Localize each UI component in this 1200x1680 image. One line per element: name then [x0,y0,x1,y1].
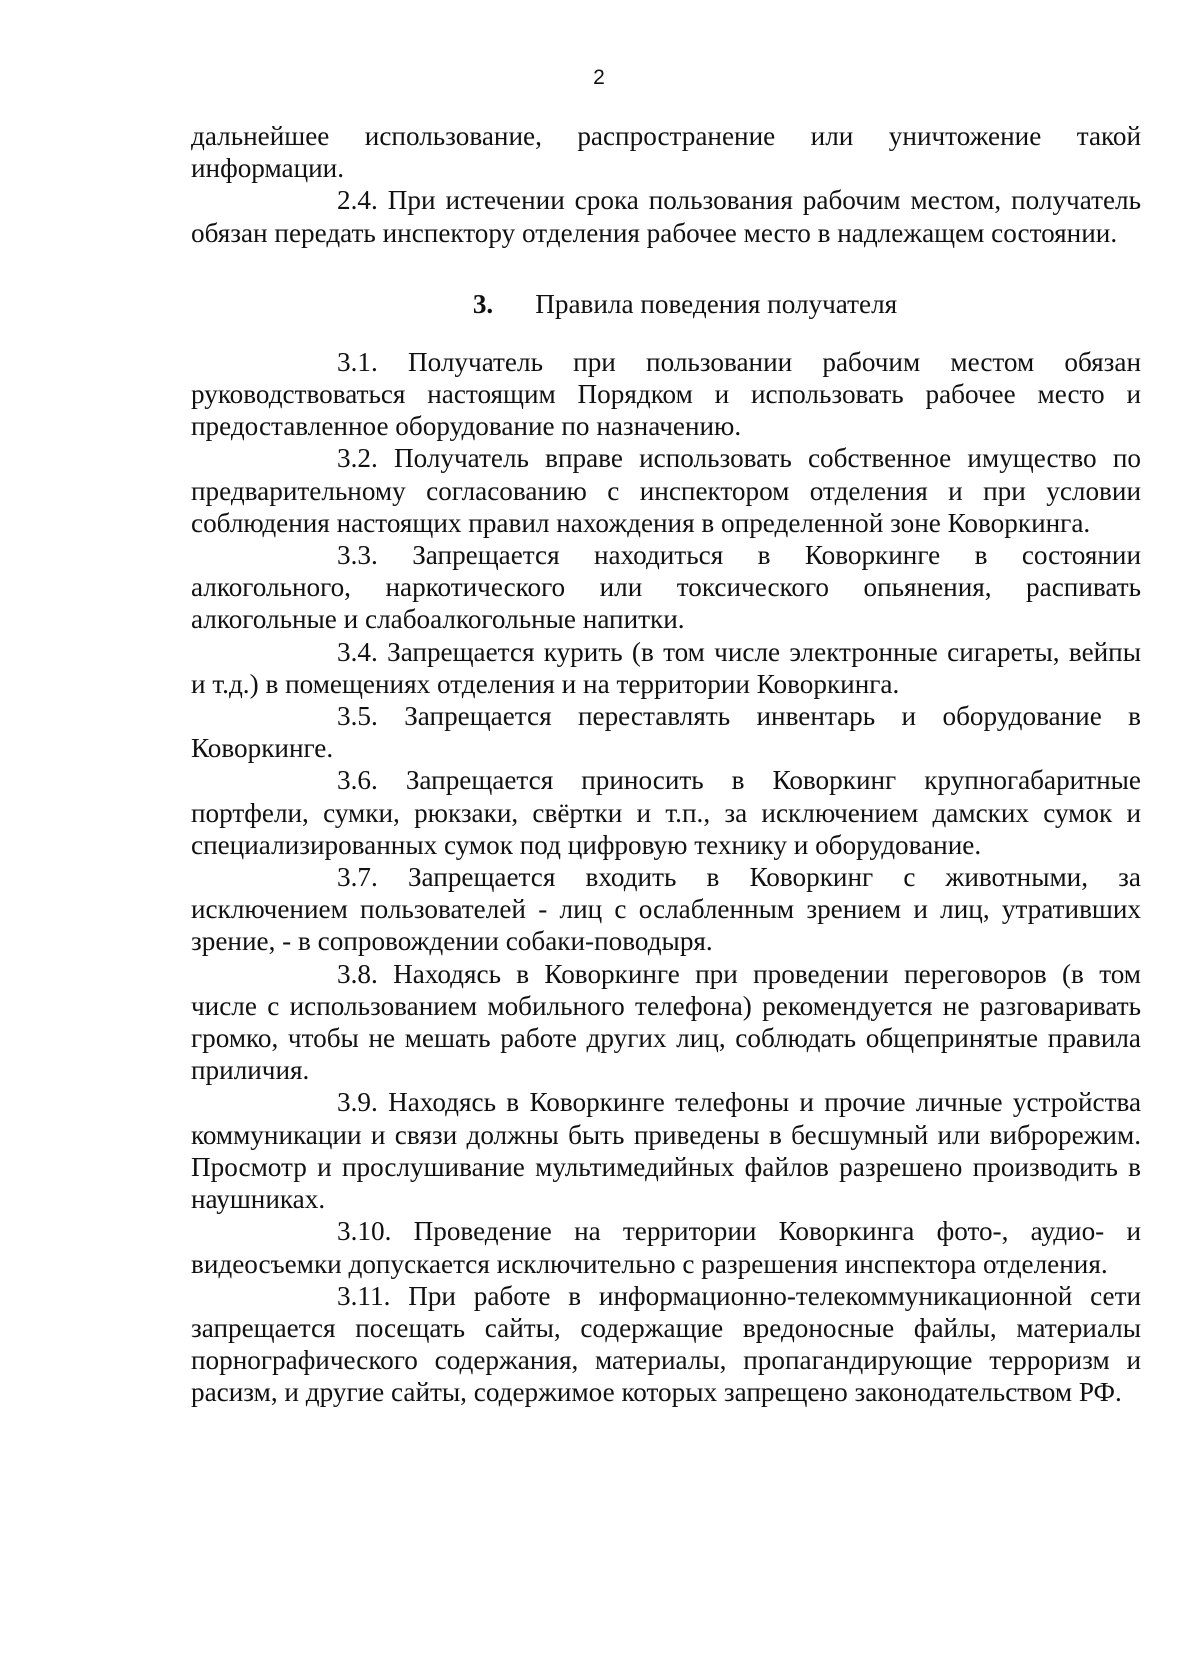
document-body [191,120,1141,1409]
clause-3-2 [191,442,1141,539]
clause-number: 3.7. [337,862,378,893]
clause-number: 2.4. [337,185,378,216]
clause-text: Получатель вправе использовать собственное имущество по предварительному согласованию с инспектором отделения и при условии соблюдения настоящих правил нахождения в определенной зоне Коворкинга. [191,443,1141,538]
clause-3-8 [191,958,1141,1087]
clause-text: Находясь в Коворкинге телефоны и прочие личные устройства коммуникации и связи должны быть приведены в бесшумный или виброрежим. Просмотр и прослушивание мультимедийных файлов разрешено производить в наушниках. [191,1087,1142,1215]
clause-text: При истечении срока пользования рабочим местом, получатель обязан передать инспектору отделения рабочее место в надлежащем состоянии. [191,185,1141,248]
clause-text: Находясь в Коворкинге при проведении переговоров (в том числе с использованием мобильного телефона) рекомендуется не разговаривать громко, чтобы не мешать работе других лиц, соблюдать общепринятые правила приличия. [191,958,1142,1086]
clause-text: Запрещается курить (в том числе электронные сигареты, вейпы и т.д.) в помещениях отделения и на территории Коворкинга. [191,636,1142,699]
clause-3-11 [191,1280,1141,1409]
clause-number: 3.8. [337,958,378,989]
clause-number: 3.4. [337,636,378,667]
clause-2-4 [191,184,1141,248]
clause-text: Запрещается находиться в Коворкинге в состоянии алкогольного, наркотического или токсического опьянения, распивать алкогольные и слабоалкогольные напитки. [191,540,1142,635]
clause-number: 3.3. [337,540,378,571]
clause-3-1 [191,346,1141,443]
clause-3-7 [191,861,1141,958]
continuation-paragraph: дальнейшее использование, распространение или уничтожение такой информации. [191,121,1141,184]
clause-number: 3.11. [337,1280,391,1311]
clause-list [191,346,1141,1409]
clause-number: 3.1. [337,346,378,377]
clause-3-10 [191,1215,1141,1279]
clause-text: Проведение на территории Коворкинга фото-, аудио- и видеосъемки допускается исключительно с разрешения инспектора отделения. [191,1216,1141,1279]
clause-number: 3.2. [337,443,378,474]
clause-number: 3.9. [337,1087,378,1118]
clause-3-4 [191,636,1141,700]
clause-number: 3.10. [337,1216,392,1247]
clause-text: Получатель при пользовании рабочим местом обязан руководствоваться настоящим Порядком и использовать рабочее место и предоставленное оборудование по назначению. [191,346,1141,442]
clause-text: Запрещается приносить в Коворкинг крупногабаритные портфели, сумки, рюкзаки, свёртки и т.п., за исключением дамских сумок и специализированных сумок под цифровую технику и оборудование. [191,765,1141,860]
clause-text: При работе в информационно-телекоммуникационной сети запрещается посещать сайты, содержащие вредоносные файлы, материалы порнографического содержания, материалы, пропагандирующие терроризм и расизм, и другие сайты, содержимое которых запрещено законодательством РФ. [191,1280,1142,1408]
section-number: 3. [472,288,494,319]
clause-number: 3.6. [337,765,378,796]
section-heading [191,288,1141,320]
clause-3-3 [191,539,1141,636]
clause-3-5 [191,700,1141,764]
section-title: Правила поведения получателя [535,288,898,319]
clause-3-6 [191,764,1141,861]
clause-3-9 [191,1086,1141,1215]
clause-text: Запрещается входить в Коворкинг с животными, за исключением пользователей - лиц с ослабленным зрением и лиц, утративших зрение, - в сопровождении собаки-поводыря. [191,862,1141,957]
clause-text: Запрещается переставлять инвентарь и оборудование в Коворкинге. [191,701,1142,764]
clause-number: 3.5. [337,701,378,732]
page-number: 2 [593,66,605,89]
